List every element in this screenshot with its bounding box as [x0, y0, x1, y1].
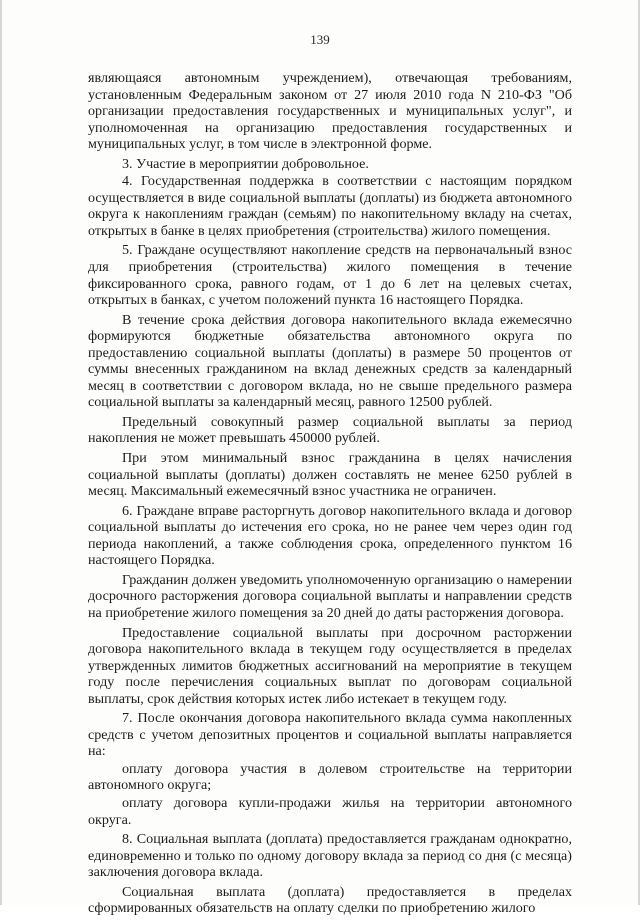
paragraph-item-7: 7. После окончания договора накопительного вклада сумма накопленных средств с учетом депозитных процентов и социальной выплаты направляется на: [88, 710, 572, 760]
paragraph-item-6: 6. Граждане вправе расторгнуть договор накопительного вклада и договор социальной выплаты до истечения его срока, но не ранее чем через один год периода накоплений, а также соблюдения срока, определенного пунктом 16 настоящего Порядка. [88, 502, 572, 569]
paragraph-option-shared-construction: оплату договора участия в долевом строительстве на территории автономного округа; [88, 760, 572, 794]
paragraph-obligations: В течение срока действия договора накопительного вклада ежемесячно формируются бюджетные обязательства автономного округа по предоставлению социальной выплаты (доплаты) в размере 50 процентов от суммы внесенных гражданином на вклад денежных средств за календарный месяц в соответствии с договором вклада, но не свыше предельного размера социальной выплаты за календарный месяц, равного 12500 рублей. [88, 311, 572, 411]
paragraph-item-4: 4. Государственная поддержка в соответствии с настоящим порядком осуществляется в виде социальной выплаты (доплаты) из бюджета автономного округа к накоплениям граждан (семьям) по накопительному вкладу на счетах, открытых в банке в целях приобретения (строительства) жилого помещения. [88, 173, 572, 239]
page-number: 139 [310, 32, 330, 47]
paragraph-notification: Гражданин должен уведомить уполномоченную организацию о намерении досрочного расторжения договора социальной выплаты и направлении средств на приобретение жилого помещения за 20 дней до даты расторжения договора. [88, 571, 572, 621]
paragraph-payment-limits: Социальная выплата (доплата) предоставляется в пределах сформированных обязательств на оплату сделки по приобретению жилого [88, 883, 572, 917]
paragraph-min-contribution: При этом минимальный взнос гражданина в целях начисления социальной выплаты (доплаты) должен составлять не менее 6250 рублей в месяц. Максимальный ежемесячный взнос участника не ограничен. [88, 450, 572, 500]
scan-left-edge [0, 0, 2, 905]
paragraph-option-purchase: оплату договора купли-продажи жилья на территории автономного округа. [88, 794, 572, 828]
paragraph-item-5: 5. Граждане осуществляют накопление средств на первоначальный взнос для приобретения (строительства) жилого помещения в течение фиксированного срока, равного годам, от 1 до 6 лет на целевых счетах, открытых в банках, с учетом положений пункта 16 настоящего Порядка. [88, 242, 572, 309]
document-body [88, 70, 572, 920]
paragraph-limit: Предельный совокупный размер социальной выплаты за период накопления не может превышать 450000 рублей. [88, 413, 572, 447]
paragraph-early-termination: Предоставление социальной выплаты при досрочном расторжении договора накопительного вклада в текущем году осуществляется в пределах утвержденных лимитов бюджетных ассигнований на мероприятие в текущем году после перечисления социальных выплат по договорам социальной выплаты, срок действия которых истек либо истекает в текущем году. [88, 624, 572, 707]
paragraph-item-8: 8. Социальная выплата (доплата) предоставляется гражданам однократно, единовременно и только по одному договору вклада за период со дня (с месяца) заключения договора вклада. [88, 831, 572, 881]
paragraph-item-3: 3. Участие в мероприятии добровольное. [122, 155, 369, 172]
paragraph-continuation: являющаяся автономным учреждением), отвечающая требованиям, установленным Федеральным законом от 27 июля 2010 года N 210-ФЗ "Об организации предоставления государственных и муниципальных услуг", и уполномоченная на организацию предоставления государственных и муниципальных услуг, в том числе в электронной форме. [88, 70, 572, 153]
